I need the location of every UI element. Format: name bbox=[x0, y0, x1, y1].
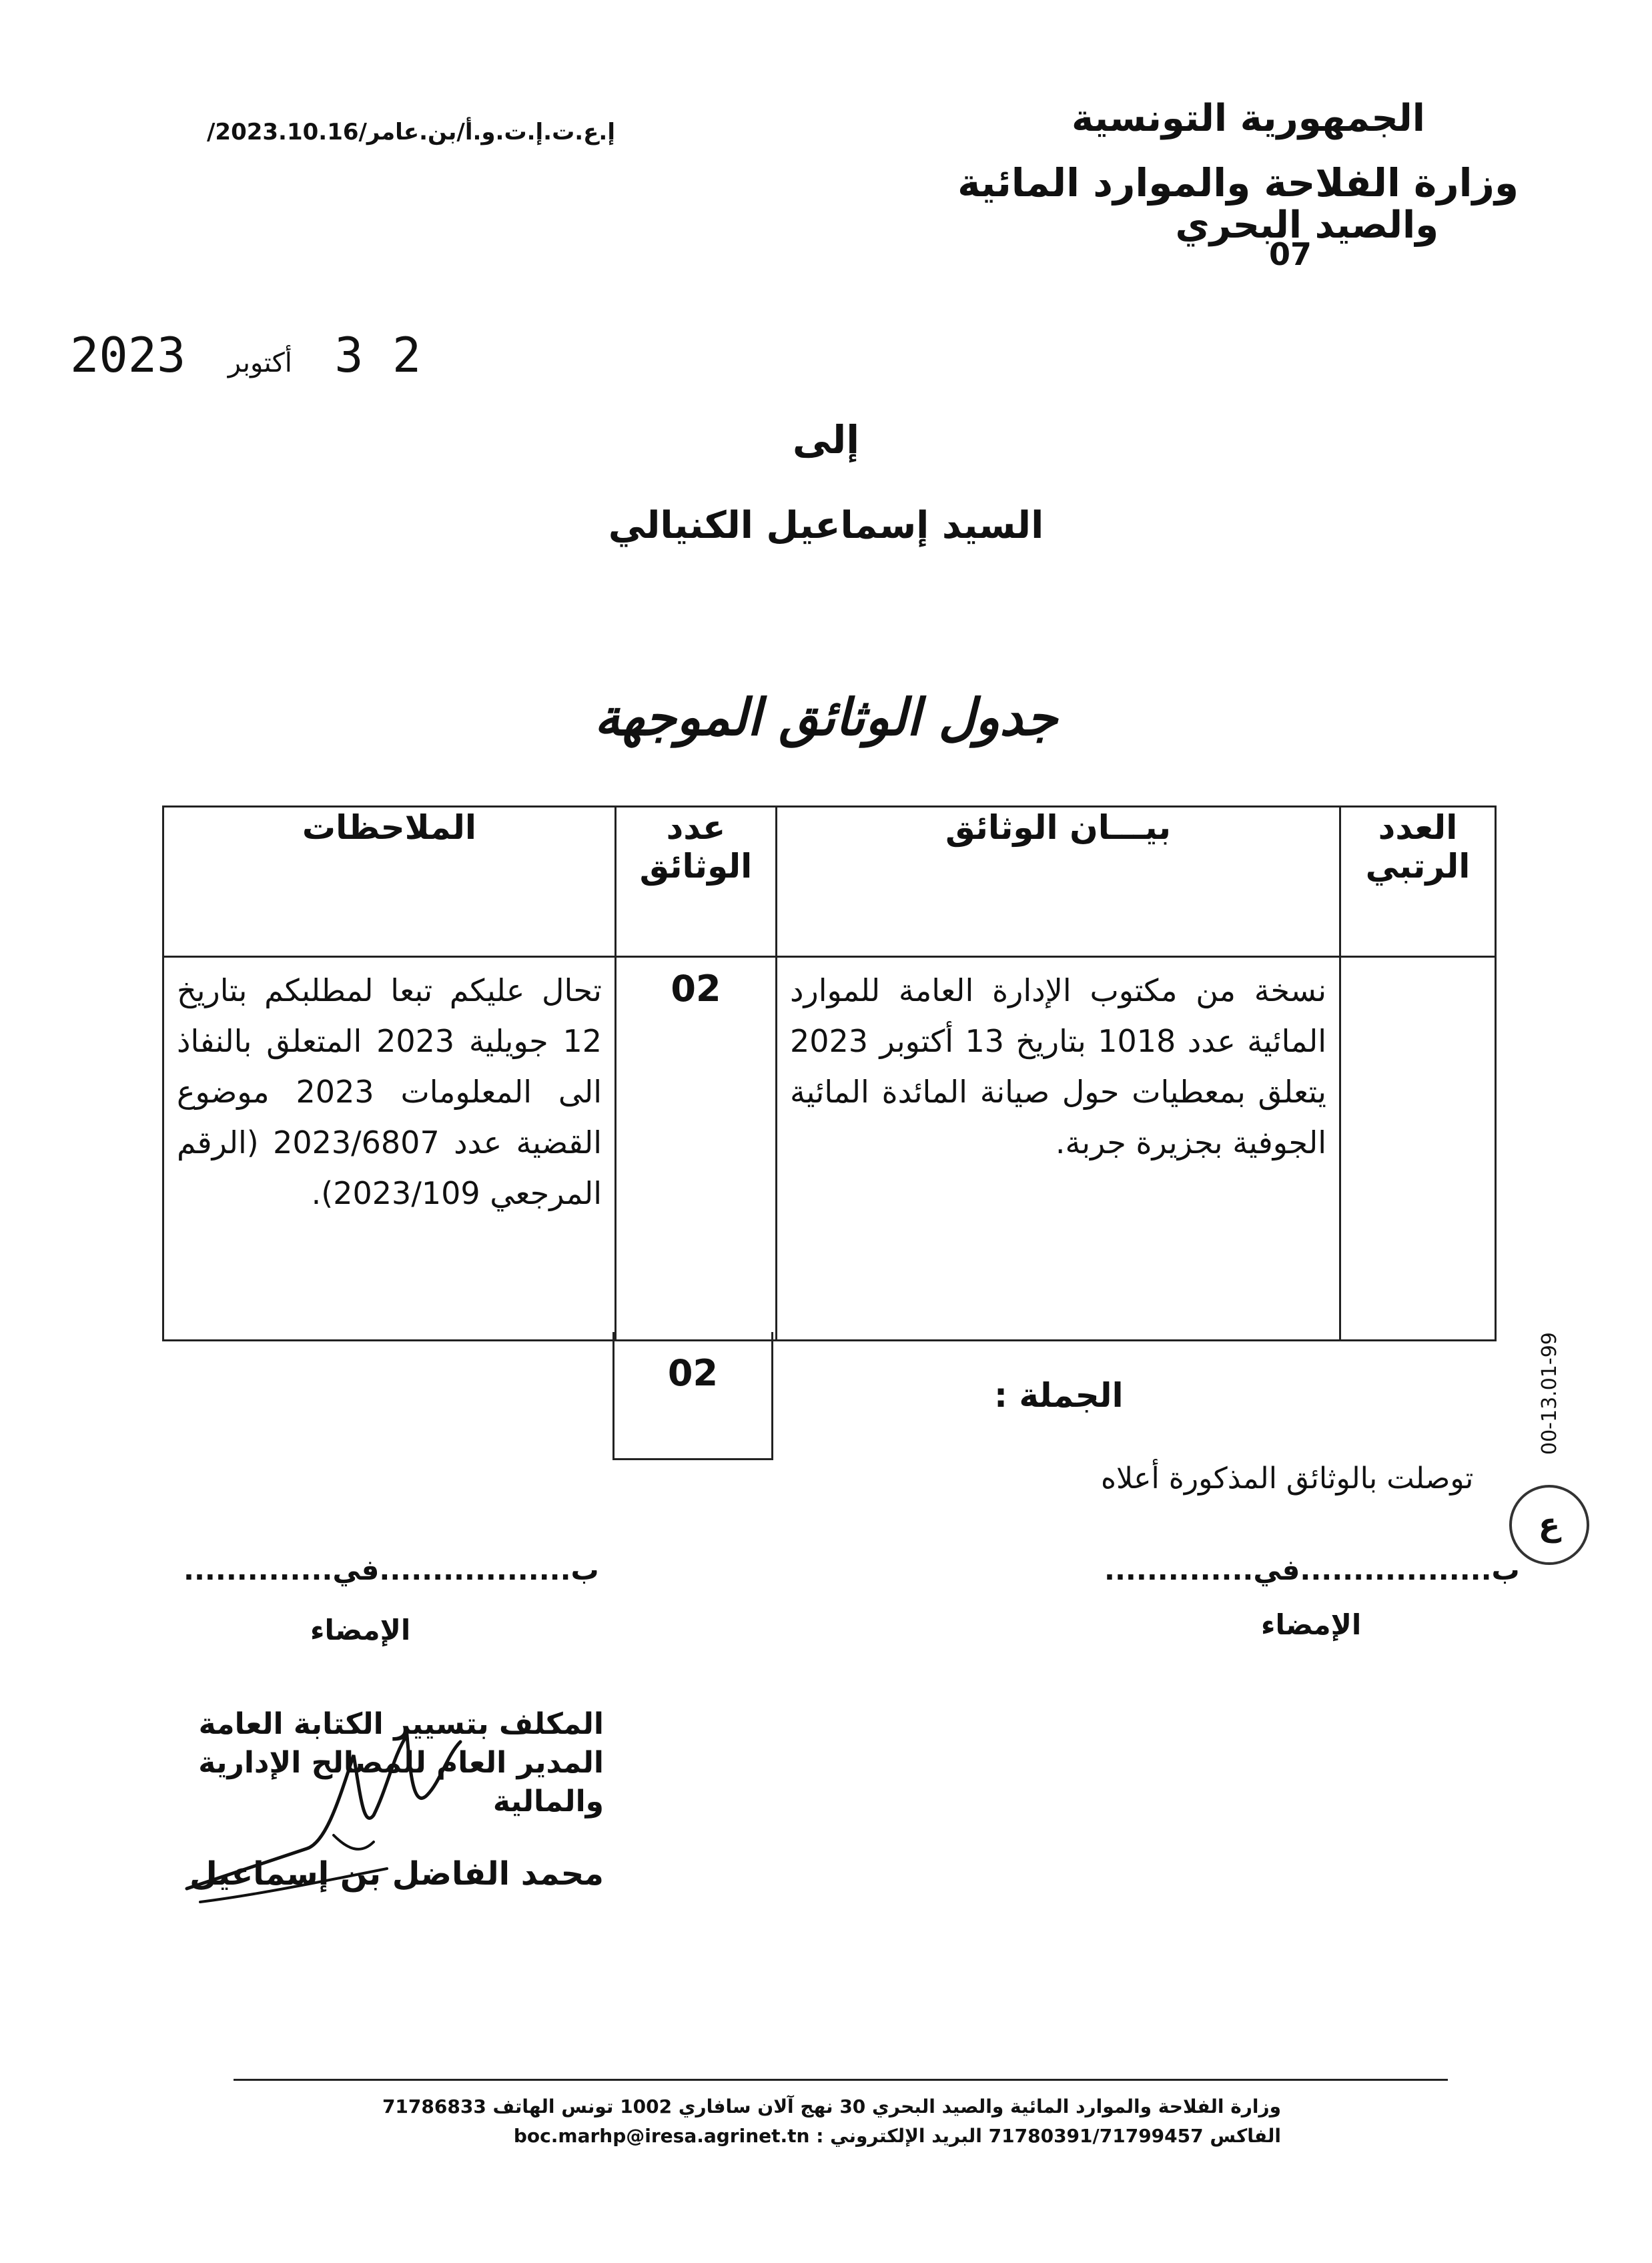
date-stamp bbox=[70, 327, 421, 383]
serial-cell bbox=[1340, 957, 1496, 1341]
ministry-name-line1: وزارة الفلاحة والموارد المائية bbox=[957, 160, 1519, 206]
column-header-count: عدد الوثائق bbox=[616, 807, 777, 957]
column-header-notes: الملاحظات bbox=[163, 807, 616, 957]
date-day: 2 3 bbox=[334, 327, 422, 383]
notes-cell bbox=[163, 957, 616, 1341]
country-name: الجمهورية التونسية bbox=[1072, 97, 1425, 140]
receipt-statement: توصلت بالوثائق المذكورة أعلاه bbox=[1101, 1462, 1474, 1496]
reference-number: إ.ع.ت.إ.ت.و.أ/بن.عامر/2023.10.16/ bbox=[207, 119, 615, 145]
footer-address bbox=[280, 2092, 1281, 2151]
signatory-title-line2: المدير العام للمصالح الإدارية والمالية bbox=[198, 1746, 604, 1819]
recipient-name: السيد إسماعيل الكنيالي bbox=[608, 504, 1044, 547]
documents-table bbox=[162, 805, 1497, 1341]
description-cell bbox=[777, 957, 1340, 1341]
column-header-description: بيـــان الوثائق bbox=[777, 807, 1340, 957]
receipt-date-line-right: ب..................في.............. bbox=[1104, 1554, 1520, 1586]
table-header-row bbox=[163, 807, 1496, 957]
total-label: الجملة : bbox=[994, 1376, 1124, 1415]
notes-text: تحال عليكم تبعا لمطلبكم بتاريخ 12 جويلية 2023 المتعلق بالنفاذ الى المعلومات 2023 موضوع القضية عدد 2023/6807 (الرقم المرجعي 2023/109). bbox=[177, 972, 602, 1211]
document-title: جدول الوثائق الموجهة bbox=[594, 687, 1058, 747]
total-count: 02 bbox=[612, 1332, 773, 1460]
footer-line1: وزارة الفلاحة والموارد المائية والصيد البحري 30 نهج آلان سافاري 1002 تونس الهاتف 71786833 bbox=[382, 2095, 1281, 2118]
signatory-title-line1: المكلف بتسيير الكتابة العامة bbox=[198, 1707, 604, 1741]
footer-line2: الفاكس 71780391/71799457 البريد الإلكتروني : boc.marhp@iresa.agrinet.tn bbox=[513, 2125, 1281, 2147]
footer-divider bbox=[234, 2079, 1448, 2081]
handwritten-signature bbox=[173, 1715, 494, 1915]
signatory-name: محمد الفاضل بن إسماعيل bbox=[189, 1855, 604, 1893]
signature-label-right: الإمضاء bbox=[1261, 1608, 1362, 1641]
office-number: 07 bbox=[1268, 236, 1312, 272]
signature-label-left: الإمضاء bbox=[310, 1614, 411, 1646]
description-text: نسخة من مكتوب الإدارة العامة للموارد المائية عدد 1018 بتاريخ 13 أكتوبر 2023 يتعلق بمعطيات حول صيانة المائدة المائية الجوفية بجزيرة جربة. bbox=[790, 972, 1326, 1161]
to-label: إلى bbox=[792, 417, 860, 462]
margin-code: 00-13.01-99 bbox=[1538, 1332, 1561, 1455]
count-value: 02 bbox=[671, 968, 721, 1010]
table-row bbox=[163, 957, 1496, 1341]
column-header-serial: العدد الرتبي bbox=[1340, 807, 1496, 957]
receipt-date-line-left: ب..................في.............. bbox=[183, 1554, 599, 1586]
date-year: 2023 bbox=[70, 327, 186, 383]
count-cell bbox=[616, 957, 777, 1341]
seal-stamp-icon: ع bbox=[1509, 1485, 1589, 1565]
date-month: أكتوبر bbox=[228, 348, 292, 378]
ministry-name-line2: والصيد البحري bbox=[1175, 204, 1438, 247]
